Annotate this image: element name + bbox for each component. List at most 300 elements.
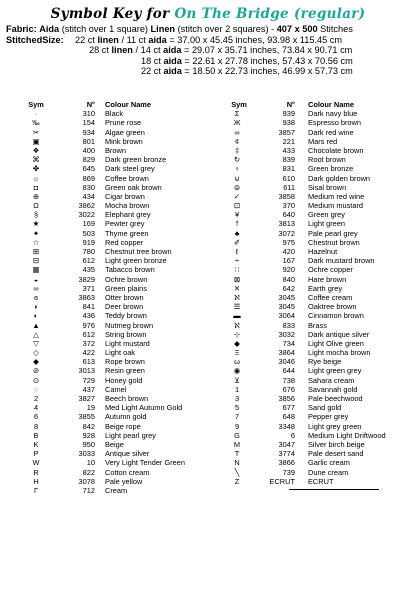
table-row	[227, 468, 416, 477]
symbol-glyph: ℵ	[234, 320, 240, 330]
colour-name: Coffee brown	[105, 173, 149, 183]
size-ct: 28 ct	[89, 45, 112, 56]
dmc-number: 433	[282, 145, 295, 155]
stitched-size-line	[75, 35, 405, 45]
dmc-number: 611	[283, 182, 295, 192]
symbol-glyph: T	[234, 449, 240, 459]
fabric-aida-note: (stitch over 1 square)	[61, 24, 148, 34]
table-row	[26, 431, 216, 440]
table-row	[227, 109, 416, 118]
table-row	[26, 293, 216, 302]
table-row	[26, 128, 216, 137]
colour-name: Medium Light Driftwood	[308, 430, 386, 440]
symbol-glyph: W	[32, 458, 40, 468]
table-row	[227, 321, 416, 330]
size-fabric-aida: aida	[163, 55, 182, 66]
symbol-glyph: ✦	[32, 228, 40, 238]
colour-name: Cream	[105, 485, 128, 495]
colour-name: Sand gold	[308, 403, 342, 413]
symbol-glyph: ℓ	[235, 247, 239, 256]
dmc-number: 3857	[278, 127, 295, 137]
colour-name: Light oak	[105, 348, 135, 358]
symbol-glyph: ⊟	[32, 256, 40, 266]
table-row	[26, 394, 216, 403]
symbol-glyph: H	[33, 476, 39, 486]
dmc-number: 3813	[278, 219, 295, 229]
colour-name: Pepper grey	[308, 412, 349, 422]
table-row	[227, 137, 416, 146]
dmc-number: 842	[82, 421, 95, 431]
table-row	[227, 174, 416, 183]
dmc-number: 928	[82, 430, 95, 440]
symbol-glyph: G	[234, 430, 240, 440]
header-sym: Sym	[28, 100, 44, 109]
stitched-size-label: StitchedSize:	[6, 35, 64, 45]
colour-name: Dune cream	[308, 467, 349, 477]
colour-name: Garlic cream	[308, 458, 350, 468]
symbol-glyph: ⊹	[233, 329, 241, 339]
table-row	[227, 366, 416, 375]
symbol-glyph: ÷	[234, 256, 240, 266]
table-row	[227, 357, 416, 366]
colour-name: Ochre brown	[105, 274, 148, 284]
symbol-glyph: ℵ	[234, 292, 240, 302]
dmc-number: 437	[82, 384, 95, 394]
table-row	[227, 293, 416, 302]
table-row	[26, 458, 216, 467]
dmc-number: 712	[82, 485, 95, 495]
symbol-glyph: M	[233, 439, 241, 449]
colour-name: Dark antique silver	[308, 329, 370, 339]
header-name: Colour Name	[308, 100, 354, 109]
colour-name: Hazelnut	[308, 247, 338, 256]
symbol-glyph: ∷	[234, 265, 240, 275]
table-row	[227, 477, 416, 486]
symbol-glyph: ω	[234, 357, 240, 367]
dmc-number: 3046	[278, 357, 295, 367]
colour-name: Light grey green	[308, 421, 362, 431]
colour-name: Tabacco brown	[105, 265, 155, 275]
dmc-number: 10	[86, 458, 95, 468]
table-row	[26, 174, 216, 183]
table-row	[26, 339, 216, 348]
header-sym: Sym	[231, 100, 247, 109]
table-row	[26, 348, 216, 357]
colour-name: Chestnut tree brown	[105, 247, 172, 256]
symbol-glyph: Ω	[33, 201, 39, 211]
dmc-number: 830	[82, 182, 95, 192]
colour-name: Med Light Autumn Gold	[105, 403, 183, 413]
colour-name: Green oak brown	[105, 182, 162, 192]
dmc-number: 822	[82, 467, 95, 477]
symbol-glyph: ⊠	[233, 274, 241, 284]
table-row	[26, 449, 216, 458]
colour-name: Hare brown	[308, 274, 347, 284]
size-dimensions: = 18.50 x 22.73 inches, 46.99 x 57.73 cm	[181, 65, 353, 76]
table-row	[26, 302, 216, 311]
size-ct: 22 ct	[141, 65, 164, 76]
dmc-number: 3045	[278, 302, 295, 312]
dmc-number: 612	[82, 256, 95, 266]
symbol-glyph: 2	[33, 394, 39, 403]
table-row	[26, 210, 216, 219]
symbol-glyph: ⊍	[234, 173, 240, 183]
colour-name: Camel	[105, 384, 127, 394]
colour-name: Pale pearl grey	[308, 228, 358, 238]
colour-name: Chocolate brown	[308, 145, 364, 155]
colour-name: String brown	[105, 329, 147, 339]
dmc-number: 167	[282, 256, 295, 266]
symbol-glyph: B	[33, 430, 39, 440]
table-row	[227, 192, 416, 201]
dmc-number: 6	[290, 430, 295, 440]
symbol-glyph: 7	[234, 412, 240, 422]
table-row	[227, 155, 416, 164]
symbol-glyph: ◉	[233, 366, 241, 376]
symbol-glyph: ↻	[233, 155, 241, 165]
colour-name: Cotton cream	[105, 467, 150, 477]
table-row	[26, 275, 216, 284]
symbol-glyph: §	[33, 210, 39, 220]
table-row	[227, 385, 416, 394]
symbol-glyph: ★	[32, 219, 40, 229]
size-fabric-linen: linen	[111, 45, 133, 56]
table-row	[26, 311, 216, 320]
symbol-glyph: ☆	[32, 237, 40, 247]
table-row	[26, 422, 216, 431]
table-row	[227, 219, 416, 228]
dmc-number: 648	[282, 412, 295, 422]
colour-name: Pewter grey	[105, 219, 145, 229]
table-end-rule	[289, 489, 379, 490]
dmc-number: 19	[86, 403, 95, 413]
colour-name: Deer brown	[105, 302, 144, 312]
table-row	[227, 311, 416, 320]
dmc-number: 420	[282, 247, 295, 256]
table-row	[26, 201, 216, 210]
dmc-number: 610	[282, 173, 295, 183]
dmc-number: 642	[282, 283, 295, 293]
stitched-size-line	[89, 45, 416, 55]
dmc-number: 645	[82, 164, 95, 174]
table-row	[227, 339, 416, 348]
dmc-number: 975	[282, 237, 295, 247]
dmc-number: 869	[82, 173, 95, 183]
dmc-number: 154	[82, 118, 95, 128]
symbol-glyph: †	[234, 219, 240, 229]
colour-name: Rope brown	[105, 357, 145, 367]
size-fabric-linen: linen	[97, 35, 119, 45]
dmc-number: 400	[82, 145, 95, 155]
dmc-number: 613	[82, 357, 95, 367]
symbol-glyph: Γ	[33, 485, 39, 495]
colour-name: Resin green	[105, 366, 145, 376]
dmc-number: 169	[82, 219, 95, 229]
dmc-number: 3072	[278, 228, 295, 238]
colour-name: Rye beige	[308, 357, 342, 367]
table-row	[227, 449, 416, 458]
colour-name: Prune rose	[105, 118, 142, 128]
colour-name: Espresso brown	[308, 118, 361, 128]
symbol-glyph: ¥	[234, 210, 240, 220]
colour-name: Light green bronze	[105, 256, 167, 266]
colour-name: Pale beechwood	[308, 394, 363, 403]
colour-name: Dark steel grey	[105, 164, 155, 174]
dmc-number: 831	[282, 164, 295, 174]
table-row	[227, 330, 416, 339]
colour-name: Cigar brown	[105, 191, 145, 201]
symbol-glyph: ◐	[33, 311, 39, 321]
symbol-glyph: ⌘	[32, 155, 40, 165]
symbol-glyph: ⊜	[233, 182, 241, 192]
table-row	[227, 431, 416, 440]
dmc-number: 3013	[78, 366, 95, 376]
dmc-number: 3864	[278, 348, 295, 358]
dmc-number: 3863	[78, 292, 95, 302]
symbol-glyph: ◇	[33, 348, 39, 358]
colour-name: Sisal brown	[308, 182, 347, 192]
dmc-number: 729	[82, 375, 95, 385]
table-row	[227, 118, 416, 127]
dmc-number: 939	[282, 109, 295, 119]
symbol-glyph: ✕	[233, 283, 241, 293]
dmc-number: 3033	[78, 449, 95, 459]
table-row	[227, 422, 416, 431]
dmc-number: 436	[82, 311, 95, 321]
table-row	[26, 146, 216, 155]
symbol-glyph: 3	[234, 394, 240, 403]
dmc-number: 920	[282, 265, 295, 275]
colour-name: Antique silver	[105, 449, 150, 459]
dmc-number: 676	[282, 384, 295, 394]
colour-name: Green grey	[308, 210, 345, 220]
table-row	[26, 284, 216, 293]
symbol-table-right	[227, 100, 416, 486]
stitch-count: 407 x 500	[276, 24, 318, 34]
table-row	[227, 146, 416, 155]
dmc-number: 3047	[278, 439, 295, 449]
dmc-number: 3022	[78, 210, 95, 220]
stitched-size-line	[141, 66, 416, 76]
colour-name: Oaktree brown	[308, 302, 357, 312]
table-row	[26, 385, 216, 394]
colour-name: Nutmeg brown	[105, 320, 154, 330]
table-row	[26, 137, 216, 146]
symbol-glyph: ɞ	[34, 292, 38, 302]
colour-name: Otter brown	[105, 292, 144, 302]
colour-name: Green bronze	[308, 164, 354, 174]
table-row	[26, 357, 216, 366]
dmc-number: 829	[82, 155, 95, 165]
colour-name: Sahara cream	[308, 375, 355, 385]
size-ct-2: / 11 ct	[118, 35, 149, 45]
dmc-number: 3858	[278, 191, 295, 201]
symbol-glyph: ◘	[33, 182, 39, 192]
dmc-number: 644	[282, 366, 295, 376]
colour-name: Ochre copper	[308, 265, 353, 275]
symbol-glyph: 9	[234, 421, 240, 431]
fabric-label: Fabric:	[6, 24, 37, 34]
symbol-glyph: Ж	[233, 118, 241, 128]
size-dimensions: = 37.00 x 45.45 inches, 93.98 x 115.45 cm	[166, 35, 343, 45]
colour-name: Thyme green	[105, 228, 149, 238]
table-row	[227, 256, 416, 265]
symbol-glyph: ✂	[32, 127, 40, 137]
dmc-number: 3866	[278, 458, 295, 468]
size-fabric-aida: aida	[163, 65, 182, 76]
table-row	[26, 192, 216, 201]
dmc-number: 3855	[78, 412, 95, 422]
symbol-glyph: ✐	[233, 237, 241, 247]
table-row	[227, 440, 416, 449]
symbol-glyph: 6	[33, 412, 39, 422]
table-row	[26, 468, 216, 477]
table-row	[26, 219, 216, 228]
dmc-number: 422	[82, 348, 95, 358]
dmc-number: 372	[82, 338, 95, 348]
title-prefix: Symbol Key for	[50, 6, 170, 22]
fabric-line	[6, 24, 353, 34]
symbol-glyph: K	[33, 439, 39, 449]
dmc-number: 3032	[278, 329, 295, 339]
dmc-number: 976	[82, 320, 95, 330]
symbol-glyph: ▦	[32, 265, 40, 275]
colour-name: Cinnamon brown	[308, 311, 364, 321]
table-row	[26, 229, 216, 238]
colour-name: Elephant grey	[105, 210, 151, 220]
symbol-glyph: ♣	[234, 228, 240, 238]
symbol-glyph: ☼	[32, 173, 40, 183]
dmc-number: 919	[82, 237, 95, 247]
dmc-number: 640	[282, 210, 295, 220]
dmc-number: 3856	[278, 394, 295, 403]
colour-name: Beige rope	[105, 421, 141, 431]
table-row	[227, 302, 416, 311]
dmc-number: 371	[82, 283, 95, 293]
table-header	[26, 100, 216, 109]
dmc-number: ECRUT	[269, 476, 295, 486]
symbol-glyph: ⊡	[233, 201, 241, 211]
table-row	[26, 238, 216, 247]
symbol-glyph: ✓	[233, 191, 241, 201]
colour-name: Dark golden brown	[308, 173, 371, 183]
table-row	[26, 376, 216, 385]
dmc-number: 612	[82, 329, 95, 339]
symbol-glyph: ◌	[33, 384, 39, 394]
size-fabric-aida: aida	[163, 45, 182, 56]
symbol-glyph: ☰	[233, 302, 241, 312]
colour-name: Black	[105, 109, 124, 119]
table-row	[227, 458, 416, 467]
dmc-number: 3348	[278, 421, 295, 431]
dmc-number: 3078	[78, 476, 95, 486]
page-title	[0, 6, 416, 22]
dmc-number: 3829	[78, 274, 95, 284]
table-row	[227, 128, 416, 137]
symbol-glyph: ⊙	[32, 375, 40, 385]
colour-name: Light green grey	[308, 366, 362, 376]
symbol-glyph: ◗	[33, 302, 39, 312]
symbol-glyph: ◆	[33, 357, 39, 367]
colour-name: Pale yellow	[105, 476, 143, 486]
dmc-number: 503	[82, 228, 95, 238]
pattern-name: On The Bridge	[174, 6, 289, 22]
symbol-glyph: ⊘	[32, 366, 40, 376]
colour-name: Root brown	[308, 155, 346, 165]
table-header	[227, 100, 416, 109]
colour-name: Brown	[105, 145, 126, 155]
colour-name: Pale desert sand	[308, 449, 364, 459]
dmc-number: 934	[82, 127, 95, 137]
dmc-number: 3774	[278, 449, 295, 459]
table-row	[227, 201, 416, 210]
symbol-glyph: ⊻	[234, 375, 240, 385]
symbol-glyph: ‰	[32, 118, 40, 128]
dmc-number: 734	[282, 338, 295, 348]
colour-name: Dark green bronze	[105, 155, 167, 165]
dmc-number: 938	[282, 118, 295, 128]
stitches-word: Stitches	[320, 24, 353, 34]
dmc-number: 738	[282, 375, 295, 385]
symbol-glyph: R	[33, 467, 39, 477]
symbol-glyph: 4	[33, 403, 39, 413]
symbol-table-left	[26, 100, 216, 495]
table-row	[227, 210, 416, 219]
colour-name: Medium mustard	[308, 201, 364, 211]
symbol-glyph: Z	[234, 476, 240, 486]
symbol-glyph: ¢	[234, 136, 240, 146]
symbol-glyph: ⊕	[32, 191, 40, 201]
table-row	[227, 247, 416, 256]
symbol-glyph: 8	[33, 421, 39, 431]
table-row	[227, 275, 416, 284]
table-row	[26, 155, 216, 164]
symbol-glyph: Ξ	[234, 348, 240, 358]
colour-name: Algae green	[105, 127, 145, 137]
colour-name: Savannah gold	[308, 384, 358, 394]
symbol-glyph: ✤	[32, 164, 40, 174]
table-row	[26, 118, 216, 127]
colour-name: Mars red	[308, 136, 338, 146]
table-row	[26, 247, 216, 256]
colour-name: Dark red wine	[308, 127, 354, 137]
symbol-glyph: ▲	[32, 320, 40, 330]
symbol-glyph: ⊞	[32, 247, 40, 256]
symbol-glyph: P	[33, 449, 39, 459]
dmc-number: 780	[82, 247, 95, 256]
colour-name: Red copper	[105, 237, 144, 247]
symbol-glyph: ◒	[33, 274, 39, 284]
colour-name: Mocha brown	[105, 201, 150, 211]
table-row	[26, 412, 216, 421]
table-row	[26, 403, 216, 412]
table-row	[227, 265, 416, 274]
header-num: N°	[86, 100, 95, 109]
colour-name: Light mocha brown	[308, 348, 371, 358]
dmc-number: 3045	[278, 292, 295, 302]
colour-name: Brass	[308, 320, 327, 330]
colour-name: Very Light Tender Green	[105, 458, 185, 468]
symbol-glyph: ∞	[234, 127, 240, 137]
table-row	[227, 348, 416, 357]
colour-name: Chestnut brown	[308, 237, 360, 247]
table-row	[26, 321, 216, 330]
fabric-aida: Aida	[39, 24, 60, 34]
colour-name: Earth grey	[308, 283, 343, 293]
symbol-glyph: ▬	[233, 311, 241, 321]
symbol-glyph: ∞	[33, 283, 39, 293]
colour-name: Medium red wine	[308, 191, 365, 201]
